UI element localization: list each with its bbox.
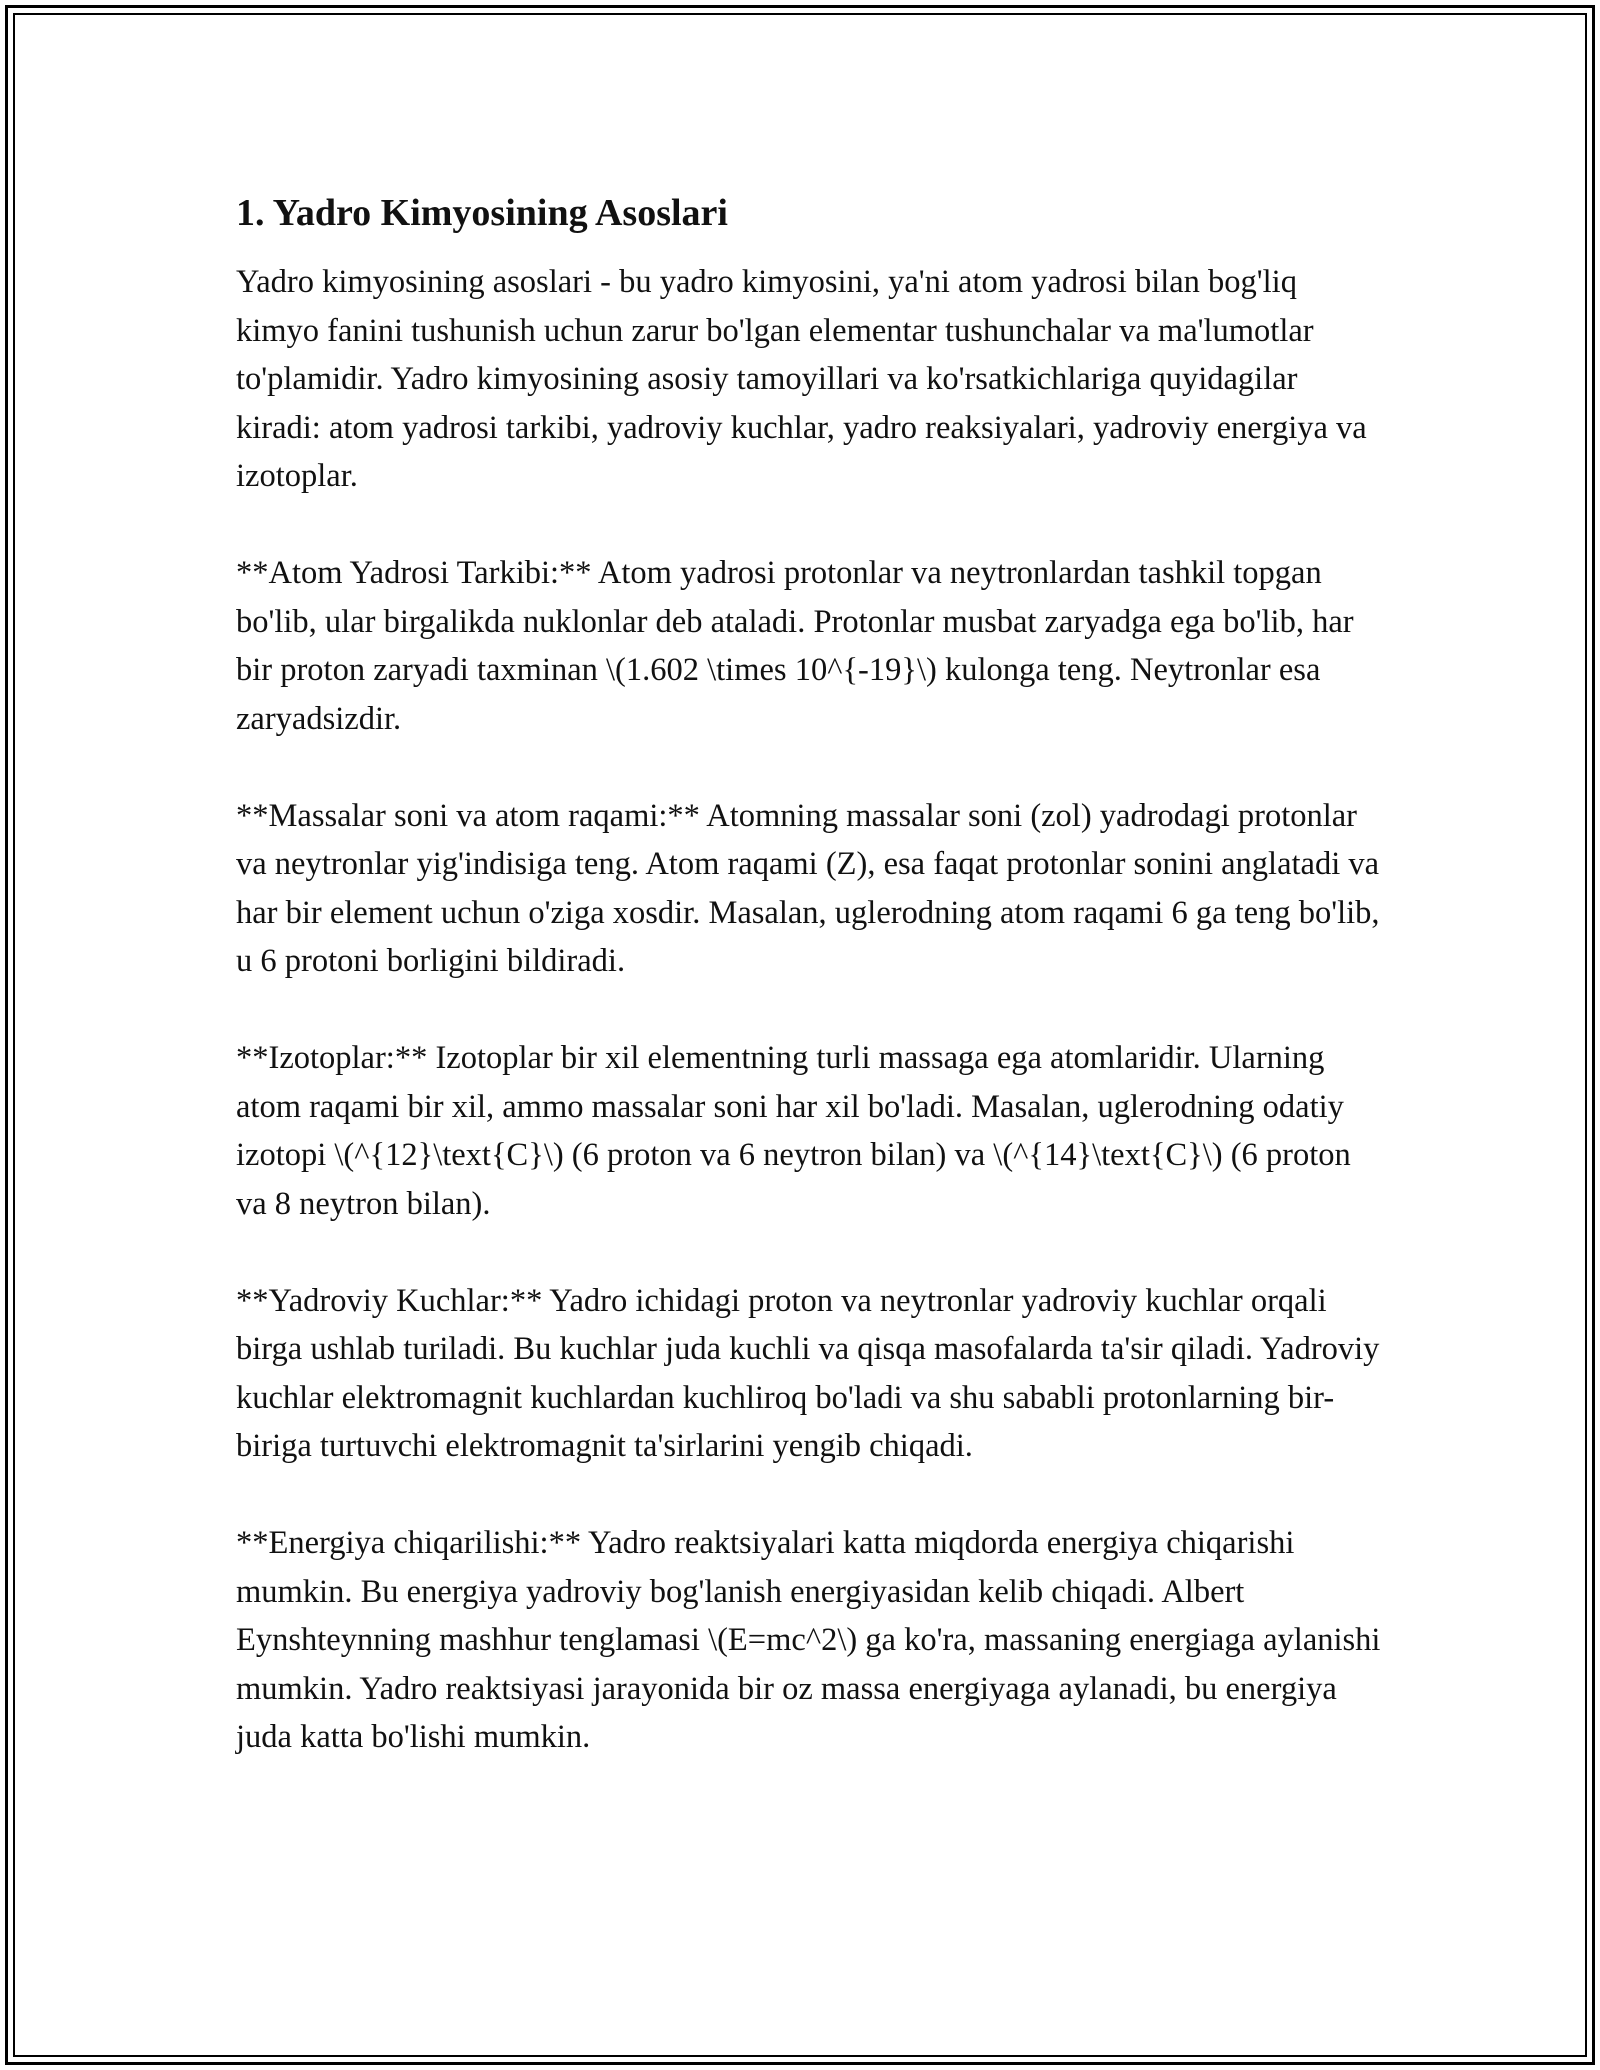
section-title: 1. Yadro Kimyosining Asoslari	[236, 192, 728, 234]
paragraph-energy-release: **Energiya chiqarilishi:** Yadro reaktsiyalari katta miqdorda energiya chiqarishi mumkin. Bu energiya yadroviy bog'lanish energiyasidan kelib chiqadi. Albert Eynshteynning mashhur tenglamasi \(E=mc^2\) ga ko'ra, massaning energiaga aylanishi mumkin. Yadro reaktsiyasi jarayonida bir oz massa energiyaga aylanadi, bu energiya juda katta bo'lishi mumkin.	[236, 1525, 1381, 1755]
paragraph-atom-nucleus: **Atom Yadrosi Tarkibi:** Atom yadrosi protonlar va neytronlardan tashkil topgan bo'lib, ular birgalikda nuklonlar deb ataladi. Protonlar musbat zaryadga ega bo'lib, har bir proton zaryadi taxminan \(1.602 \times 10^{-19}\) kulonga teng. Neytronlar esa zaryadsizdir.	[236, 555, 1354, 737]
document-body	[236, 190, 1386, 1810]
paragraph-nuclear-forces: **Yadroviy Kuchlar:** Yadro ichidagi proton va neytronlar yadroviy kuchlar orqali birga ushlab turiladi. Bu kuchlar juda kuchli va qisqa masofalarda ta'sir qiladi. Yadroviy kuchlar elektromagnit kuchlardan kuchliroq bo'ladi va shu sababli protonlarning bir-biriga turtuvchi elektromagnit ta'sirlarini yengib chiqadi.	[236, 1282, 1380, 1464]
paragraph-intro: Yadro kimyosining asoslari - bu yadro kimyosini, ya'ni atom yadrosi bilan bog'liq kimyo fanini tushunish uchun zarur bo'lgan elementar tushunchalar va ma'lumotlar to'plamidir. Yadro kimyosining asosiy tamoyillari va ko'rsatkichlariga quyidagilar kiradi: atom yadrosi tarkibi, yadroviy kuchlar, yadro reaksiyalari, yadroviy energiya va izotoplar.	[236, 264, 1367, 494]
paragraph-isotopes: **Izotoplar:** Izotoplar bir xil elementning turli massaga ega atomlaridir. Ularning atom raqami bir xil, ammo massalar soni har xil bo'ladi. Masalan, uglerodning odatiy izotopi \(^{12}\text{C}\) (6 proton va 6 neytron bilan) va \(^{14}\text{C}\) (6 proton va 8 neytron bilan).	[236, 1040, 1351, 1222]
paragraph-mass-number: **Massalar soni va atom raqami:** Atomning massalar soni (zol) yadrodagi protonlar va neytronlar yig'indisiga teng. Atom raqami (Z), esa faqat protonlar sonini anglatadi va har bir element uchun o'ziga xosdir. Masalan, uglerodning atom raqami 6 ga teng bo'lib, u 6 protoni borligini bildiradi.	[236, 797, 1380, 979]
